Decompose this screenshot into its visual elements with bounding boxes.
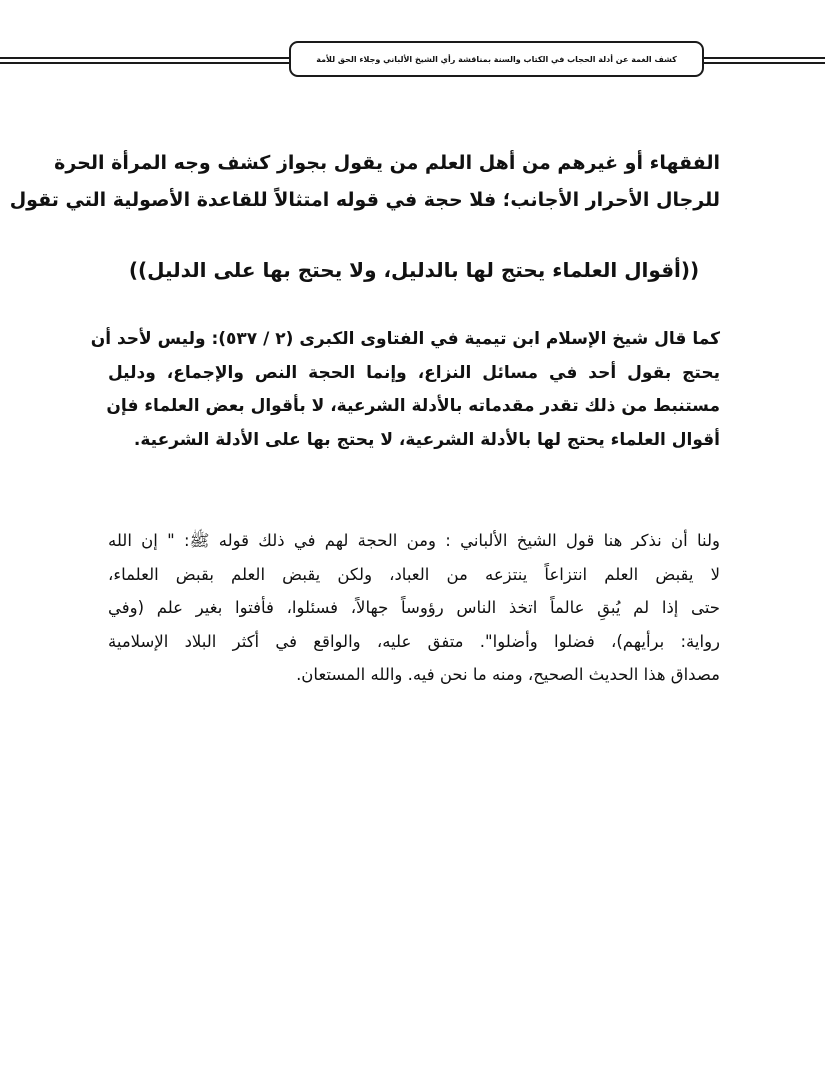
- paragraph-2-line: يحتج بقول أحد في مسائل النزاع، وإنما الحجة النص والإجماع، ودليل: [108, 362, 720, 383]
- paragraph-1-line: الفقهاء أو غيرهم من أهل العلم من يقول بجواز كشف وجه المرأة الحرة: [54, 152, 720, 174]
- paragraph-3-line: لا يقبض العلم انتزاعاً ينتزعه من العباد، ولكن يقبض العلم بقبض العلماء،: [108, 564, 720, 584]
- quoted-rule: [108, 252, 720, 288]
- paragraph-2-line: مستنبط من ذلك تقدر مقدماته بالأدلة الشرعية، لا بأقوال بعض العلماء فإن: [106, 396, 720, 416]
- paragraph-3-line: رواية: برأيهم)، فضلوا وأضلوا". متفق عليه، والواقع في أكثر البلاد الإسلامية: [108, 631, 720, 651]
- paragraph-3: [108, 524, 720, 692]
- paragraph-3-line: مصداق هذا الحديث الصحيح، ومنه ما نحن فيه. والله المستعان.: [296, 665, 720, 684]
- paragraph-3-line: ولنا أن نذكر هنا قول الشيخ الألباني : ومن الحجة لهم في ذلك قوله ﷺ: " إن الله: [108, 531, 720, 550]
- paragraph-2-line: كما قال شيخ الإسلام ابن تيمية في الفتاوى الكبرى (٢ / ٥٣٧): وليس لأحد أن: [90, 329, 720, 349]
- paragraph-2: [90, 323, 720, 457]
- quoted-rule-text: ((أقوال العلماء يحتج لها بالدليل، ولا يحتج بها على الدليل)): [128, 258, 700, 282]
- paragraph-1-line: للرجال الأحرار الأجانب؛ فلا حجة في قوله امتثالاً للقاعدة الأصولية التي تقول: [9, 189, 720, 211]
- paragraph-2-line: أقوال العلماء يحتج لها بالأدلة الشرعية، لا يحتج بها على الأدلة الشرعية.: [133, 429, 720, 450]
- running-header: [289, 41, 704, 77]
- paragraph-3-line: حتى إذا لم يُبقِ عالماً اتخذ الناس رؤوساً جهالاً، فسئلوا، فأفتوا بغير علم (وفي: [108, 598, 720, 617]
- running-header-title: كشف الغمة عن أدلة الحجاب في الكتاب والسنة بمناقشة رأي الشيخ الألباني وجلاء الحق للأمة: [316, 54, 677, 64]
- paragraph-1: [9, 145, 720, 219]
